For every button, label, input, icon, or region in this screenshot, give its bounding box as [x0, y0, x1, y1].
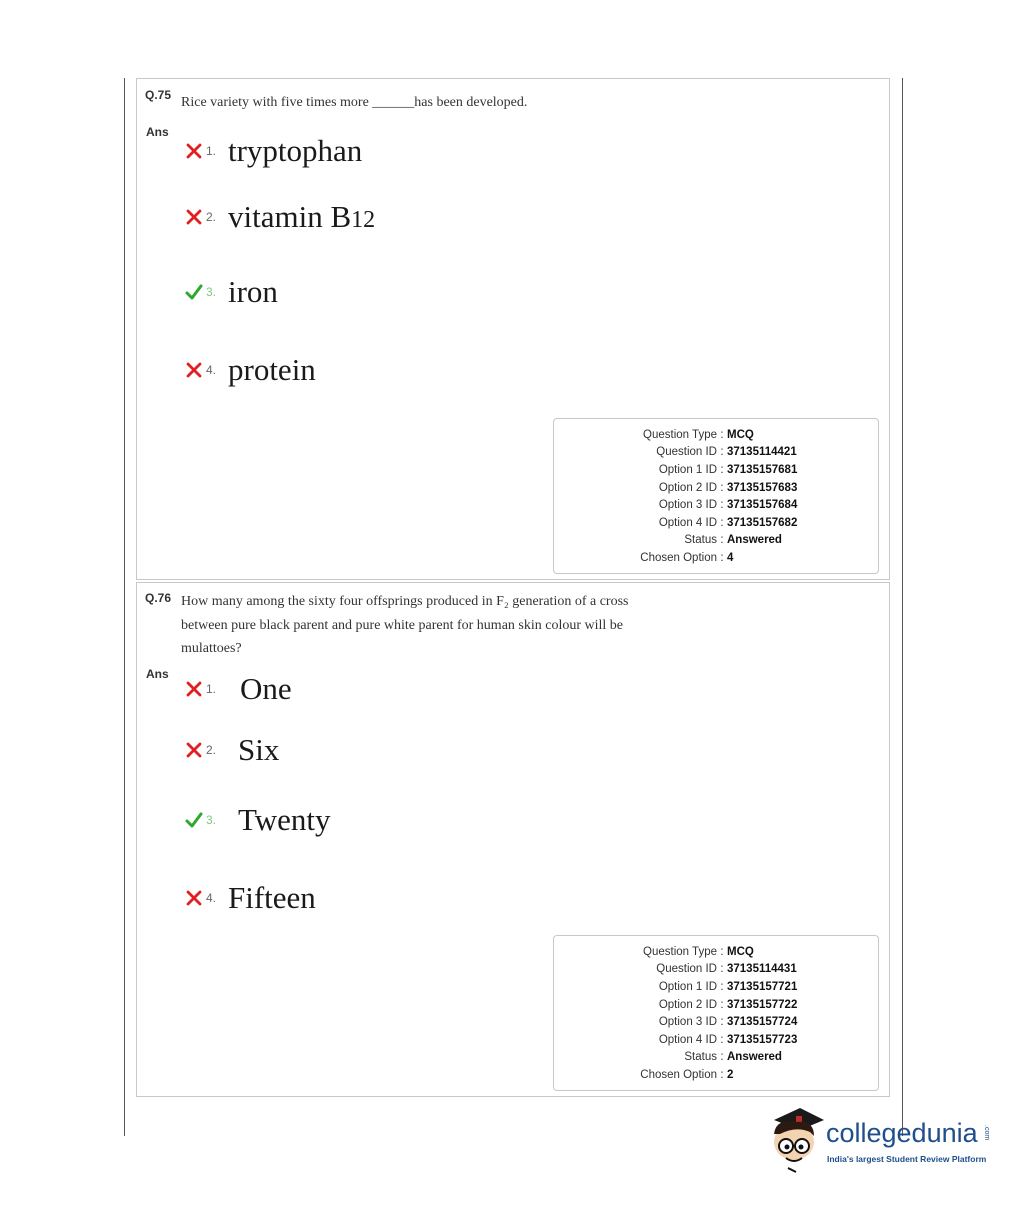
- brand-tagline: India's largest Student Review Platform: [827, 1154, 987, 1164]
- question-meta-panel: [553, 418, 879, 574]
- option-text: One: [240, 671, 292, 706]
- option-4: [185, 880, 316, 916]
- option-text: Six: [238, 732, 280, 767]
- option-number: 2.: [206, 743, 217, 757]
- option-text: Fifteen: [228, 880, 316, 915]
- option-2: [185, 199, 375, 235]
- meta-row: Option 1 ID : 37135157681: [658, 463, 798, 476]
- cross-icon: [185, 741, 203, 759]
- brand-name: collegedunia: [826, 1118, 978, 1148]
- cross-icon: [185, 142, 203, 160]
- cross-icon: [185, 208, 203, 226]
- meta-row: Status : Answered: [684, 1051, 782, 1064]
- mascot-icon: [766, 1104, 824, 1179]
- option-number: 4.: [206, 363, 217, 377]
- answer-label: Ans: [146, 125, 169, 139]
- meta-row: Question ID : 37135114421: [656, 446, 797, 459]
- option-2: [185, 732, 279, 768]
- question-block-q76: [136, 582, 890, 1097]
- meta-row: Option 3 ID : 37135157724: [658, 1016, 798, 1029]
- option-number: 3.: [206, 813, 217, 827]
- option-1: [185, 671, 292, 707]
- option-number: 3.: [206, 285, 217, 299]
- meta-row: Option 2 ID : 37135157722: [658, 998, 798, 1011]
- collegedunia-logo: [766, 1104, 996, 1176]
- meta-row: Option 3 ID : 37135157684: [658, 499, 798, 512]
- question-text: How many among the sixty four offsprings produced in F₂ generation of a cross between pure black parent and pure white parent for human skin colour will be mulattoes?: [181, 594, 629, 656]
- option-4: [185, 352, 316, 388]
- page-border-right: [902, 78, 903, 1136]
- question-number: Q.76: [145, 591, 172, 605]
- question-number: Q.75: [145, 88, 172, 102]
- option-3: [185, 802, 331, 838]
- meta-row: Question Type : MCQ: [643, 945, 754, 958]
- brand-suffix: .com: [983, 1125, 990, 1141]
- check-icon: [185, 283, 203, 301]
- check-icon: [185, 811, 203, 829]
- option-3: [185, 274, 278, 310]
- question-block-q75: [136, 78, 890, 580]
- meta-row: Option 4 ID : 37135157723: [658, 1033, 798, 1046]
- cross-icon: [185, 361, 203, 379]
- question-text: Rice variety with five times more ______has been developed.: [181, 95, 528, 110]
- option-text: protein: [228, 352, 316, 387]
- option-number: 4.: [206, 891, 217, 905]
- option-number: 2.: [206, 210, 217, 224]
- cross-icon: [185, 680, 203, 698]
- meta-row: Option 2 ID : 37135157683: [658, 481, 798, 494]
- meta-row: Option 4 ID : 37135157682: [658, 516, 798, 529]
- meta-row: Option 1 ID : 37135157721: [658, 980, 798, 993]
- option-text: Twenty: [238, 802, 331, 837]
- meta-row: Question ID : 37135114431: [656, 963, 797, 976]
- option-1: [185, 133, 362, 169]
- meta-row: Chosen Option : 2: [640, 1068, 734, 1081]
- question-meta-panel: [553, 935, 879, 1091]
- option-number: 1.: [206, 144, 217, 158]
- option-number: 1.: [206, 682, 217, 696]
- option-text: tryptophan: [228, 133, 363, 168]
- page-border-left: [124, 78, 125, 1136]
- meta-row: Chosen Option : 4: [640, 551, 734, 564]
- meta-row: Status : Answered: [684, 534, 782, 547]
- meta-row: Question Type : MCQ: [643, 428, 754, 441]
- option-text: vitamin B12: [228, 199, 376, 234]
- option-text: iron: [228, 274, 278, 309]
- answer-label: Ans: [146, 667, 169, 681]
- cross-icon: [185, 889, 203, 907]
